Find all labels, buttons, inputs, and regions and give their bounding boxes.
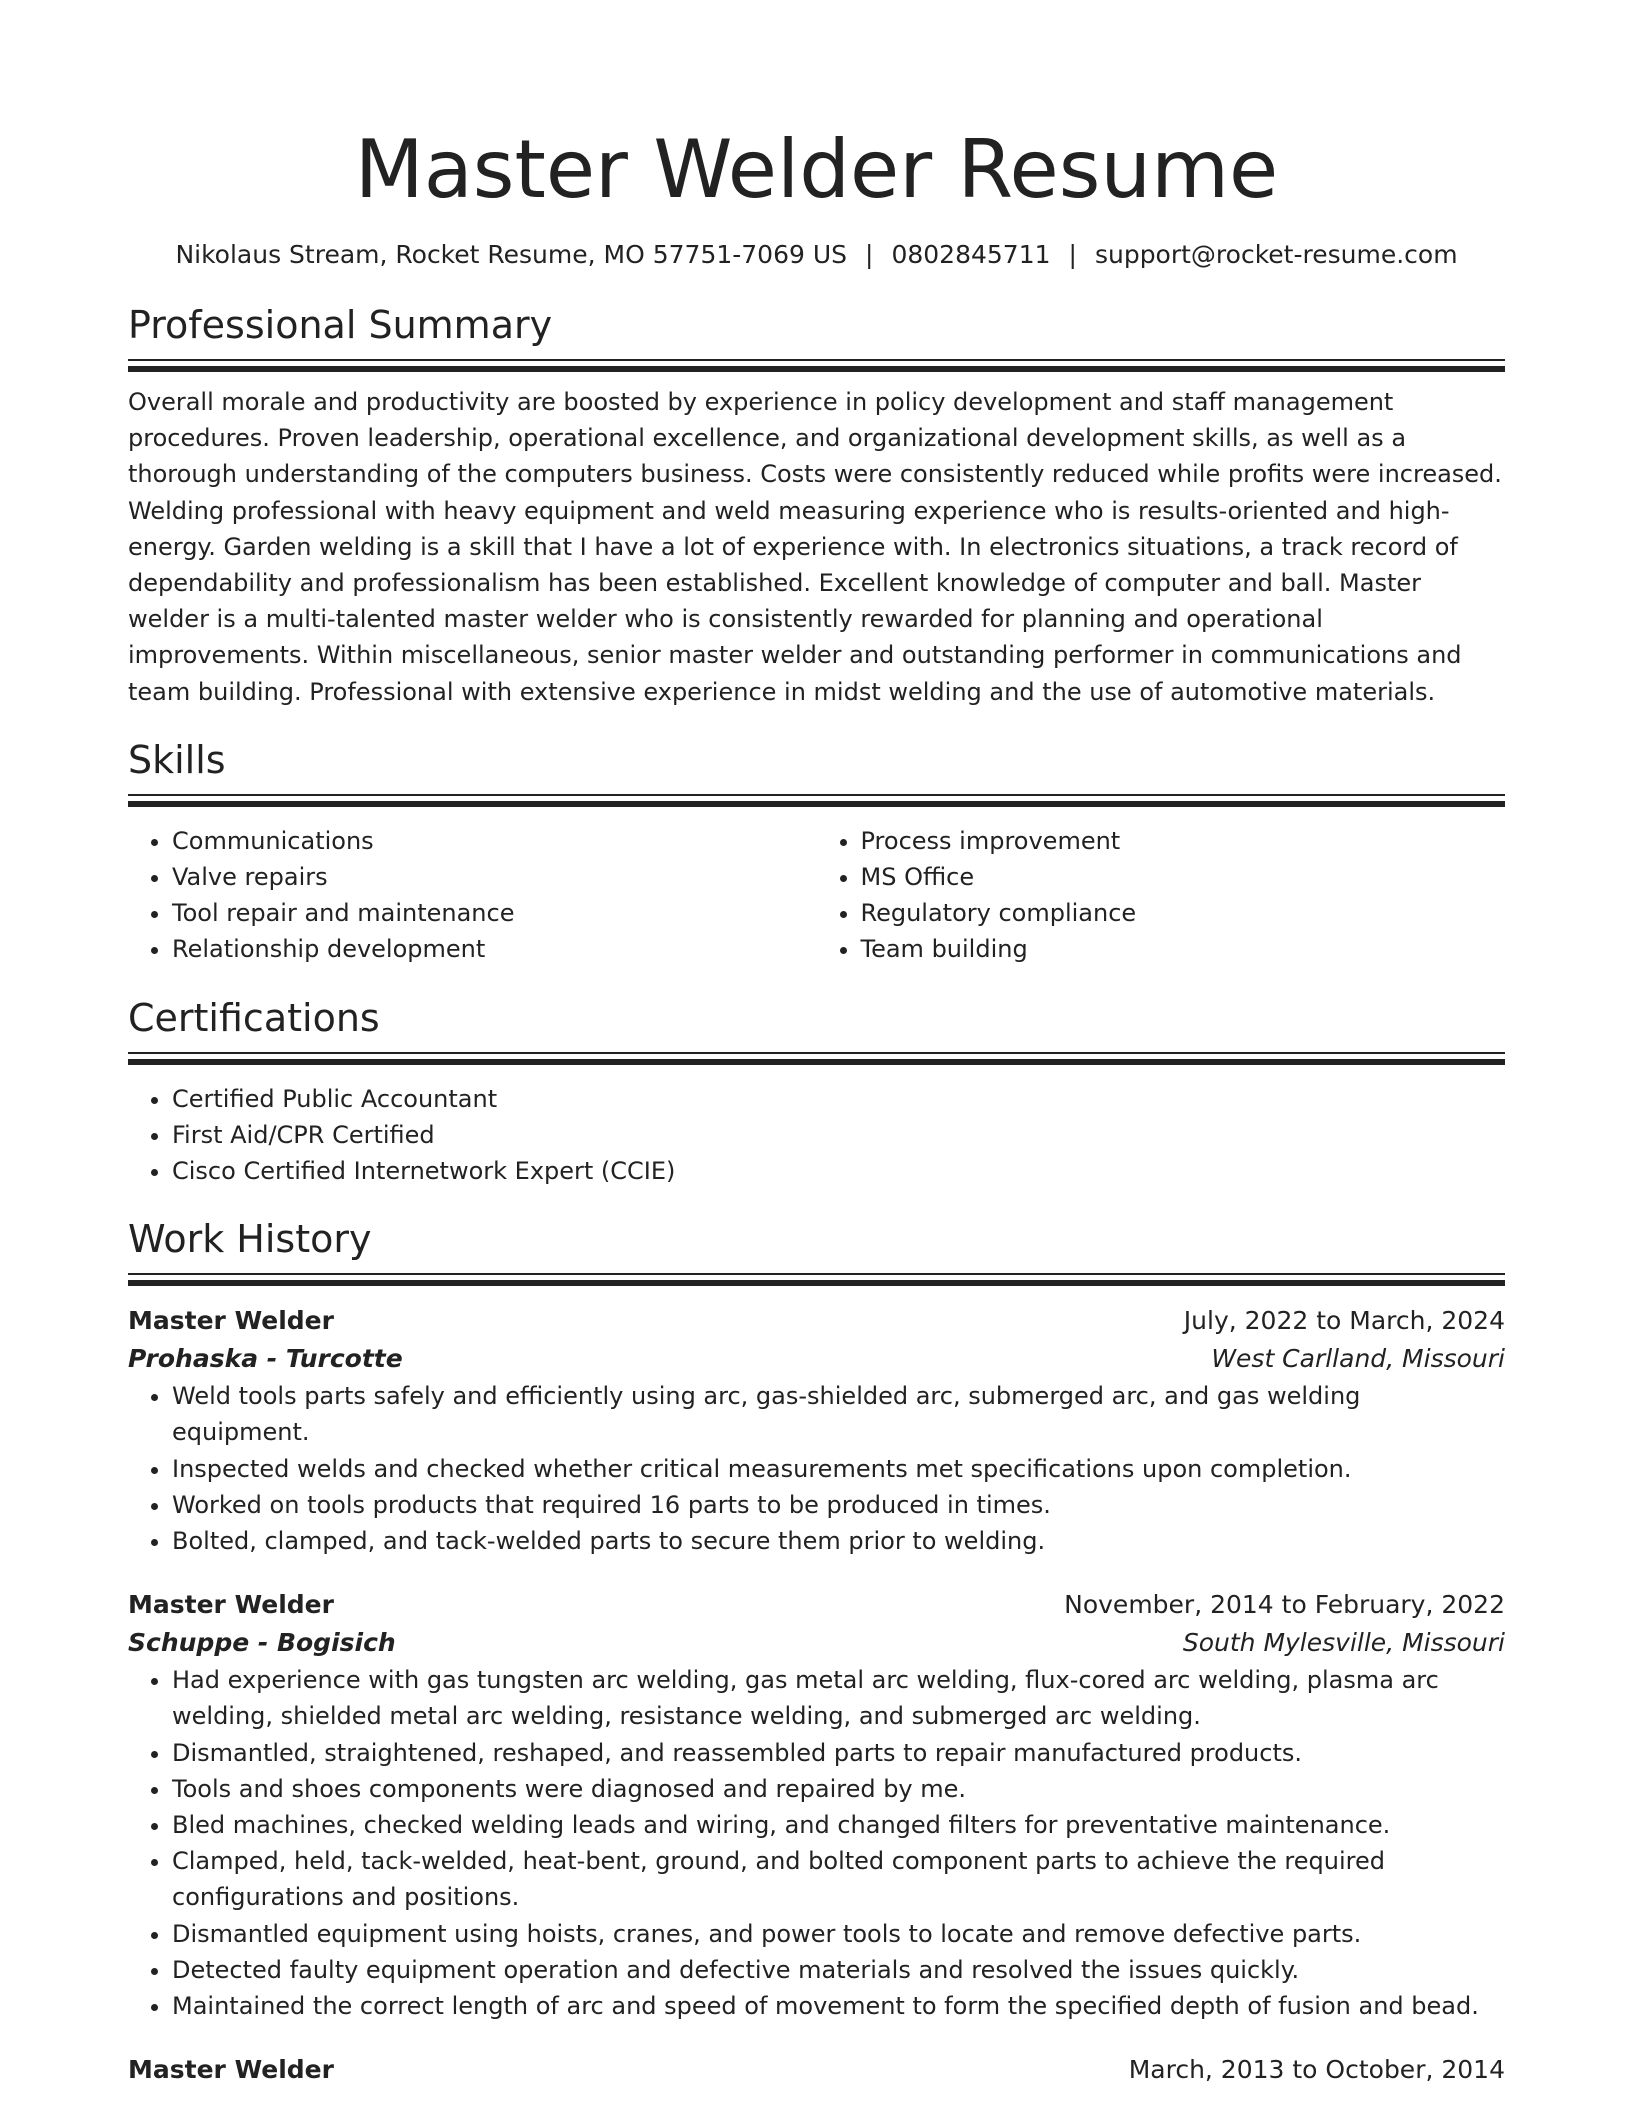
summary-heading: Professional Summary bbox=[128, 303, 553, 347]
skills-section bbox=[128, 736, 1505, 968]
certifications-heading: Certifications bbox=[128, 995, 380, 1040]
certifications-list bbox=[128, 1081, 1505, 1190]
job-duties-list bbox=[128, 1378, 1505, 1559]
job-header bbox=[128, 2051, 1505, 2089]
job-location: South Mylesville, Missouri bbox=[1182, 1628, 1505, 1658]
job-duty-item: • Bled machines, checked welding leads and wiring, and changed filters for preventative maintenance. bbox=[172, 1807, 1505, 1843]
certification-item: • Cisco Certified Internetwork Expert (CCIE) bbox=[172, 1153, 1505, 1189]
skill-item: • Tool repair and maintenance bbox=[172, 895, 817, 931]
job-duty-item: • Worked on tools products that required 16 parts to be produced in times. bbox=[172, 1487, 1505, 1523]
contact-line bbox=[128, 238, 1505, 272]
job-duty-item: • Maintained the correct length of arc and speed of movement to form the specified depth of fusion and bead. bbox=[172, 1988, 1505, 2024]
job-duty-item: • Detected faulty equipment operation and defective materials and resolved the issues quickly. bbox=[172, 1952, 1505, 1988]
job-dates: July, 2022 to March, 2024 bbox=[1183, 1306, 1505, 1336]
job-duty-item: • Tools and shoes components were diagnosed and repaired by me. bbox=[172, 1771, 1505, 1807]
job-employer: Prohaska - Turcotte bbox=[128, 1344, 403, 1374]
certifications-section bbox=[128, 994, 1505, 1190]
section-divider bbox=[128, 1052, 1505, 1065]
job-title: Master Welder bbox=[128, 1590, 334, 1620]
resume-title: Master Welder Resume bbox=[354, 123, 1279, 216]
job-duties-list bbox=[128, 1662, 1505, 2024]
skills-grid bbox=[128, 823, 1505, 968]
job-duty-item: • Dismantled equipment using hoists, cranes, and power tools to locate and remove defective parts. bbox=[172, 1916, 1505, 1952]
skill-item: • Relationship development bbox=[172, 931, 817, 967]
section-divider bbox=[128, 1273, 1505, 1286]
skills-list-right bbox=[817, 823, 1506, 968]
job-duty-item: • Dismantled, straightened, reshaped, and reassembled parts to repair manufactured products. bbox=[172, 1735, 1505, 1771]
skill-item: • Team building bbox=[861, 931, 1506, 967]
job-header bbox=[128, 1302, 1505, 1340]
contact-phone: 0802845711 bbox=[891, 240, 1051, 269]
skills-heading: Skills bbox=[128, 737, 226, 782]
summary-text: Overall morale and productivity are boosted by experience in policy development and staff management procedures. Proven leadership, operational excellence, and organizational development skills, as well as a thorough understanding of the computers business. Costs were consistently reduced while profits were increased. Welding professional with heavy equipment and weld measuring experience who is results-oriented and high-energy. Garden welding is a skill that I have a lot of experience with. In electronics situations, a track record of dependability and professionalism has been established. Excellent knowledge of computer and ball. Master welder is a multi-talented master welder who is consistently rewarded for planning and operational improvements. Within miscellaneous, senior master welder and outstanding performer in communications and team building. Professional with extensive experience in midst welding and the use of automotive materials. bbox=[128, 388, 1502, 706]
contact-separator: | bbox=[865, 240, 874, 269]
contact-separator: | bbox=[1068, 240, 1077, 269]
work-history-heading: Work History bbox=[128, 1217, 372, 1262]
job-duty-item: • Had experience with gas tungsten arc welding, gas metal arc welding, flux-cored arc welding, plasma arc welding, shielded metal arc welding, resistance welding, and submerged arc welding. bbox=[172, 1662, 1505, 1734]
job-duty-item: • Bolted, clamped, and tack-welded parts to secure them prior to welding. bbox=[172, 1523, 1505, 1559]
contact-address: Nikolaus Stream, Rocket Resume, MO 57751-7069 US bbox=[175, 240, 848, 269]
skill-item: • MS Office bbox=[861, 859, 1506, 895]
job-header bbox=[128, 1586, 1505, 1624]
job-entry bbox=[128, 2051, 1505, 2089]
skill-item: • Communications bbox=[172, 823, 817, 859]
job-employer: Schuppe - Bogisich bbox=[128, 1628, 396, 1658]
contact-email[interactable]: support@rocket-resume.com bbox=[1094, 240, 1458, 269]
resume-page bbox=[128, 0, 1505, 2089]
job-entry bbox=[128, 1586, 1505, 2024]
section-divider bbox=[128, 359, 1505, 372]
skill-item: • Regulatory compliance bbox=[861, 895, 1506, 931]
job-location: West Carlland, Missouri bbox=[1211, 1344, 1505, 1374]
job-subheader bbox=[128, 1340, 1505, 1378]
section-divider bbox=[128, 794, 1505, 807]
skill-item: • Process improvement bbox=[861, 823, 1506, 859]
job-duty-item: • Weld tools parts safely and efficiently using arc, gas-shielded arc, submerged arc, and gas welding equipment. bbox=[172, 1378, 1505, 1450]
job-subheader bbox=[128, 1624, 1505, 1662]
job-dates: March, 2013 to October, 2014 bbox=[1128, 2055, 1505, 2085]
job-duty-item: • Clamped, held, tack-welded, heat-bent, ground, and bolted component parts to achieve the required configurations and positions. bbox=[172, 1843, 1505, 1915]
job-title: Master Welder bbox=[128, 1306, 334, 1336]
work-history-section bbox=[128, 1215, 1505, 2089]
certification-item: • First Aid/CPR Certified bbox=[172, 1117, 1505, 1153]
job-entry bbox=[128, 1302, 1505, 1559]
job-title: Master Welder bbox=[128, 2055, 334, 2085]
job-dates: November, 2014 to February, 2022 bbox=[1064, 1590, 1505, 1620]
skills-list-left bbox=[128, 823, 817, 968]
skill-item: • Valve repairs bbox=[172, 859, 817, 895]
job-duty-item: • Inspected welds and checked whether critical measurements met specifications upon completion. bbox=[172, 1451, 1505, 1487]
summary-section bbox=[128, 301, 1505, 710]
certification-item: • Certified Public Accountant bbox=[172, 1081, 1505, 1117]
